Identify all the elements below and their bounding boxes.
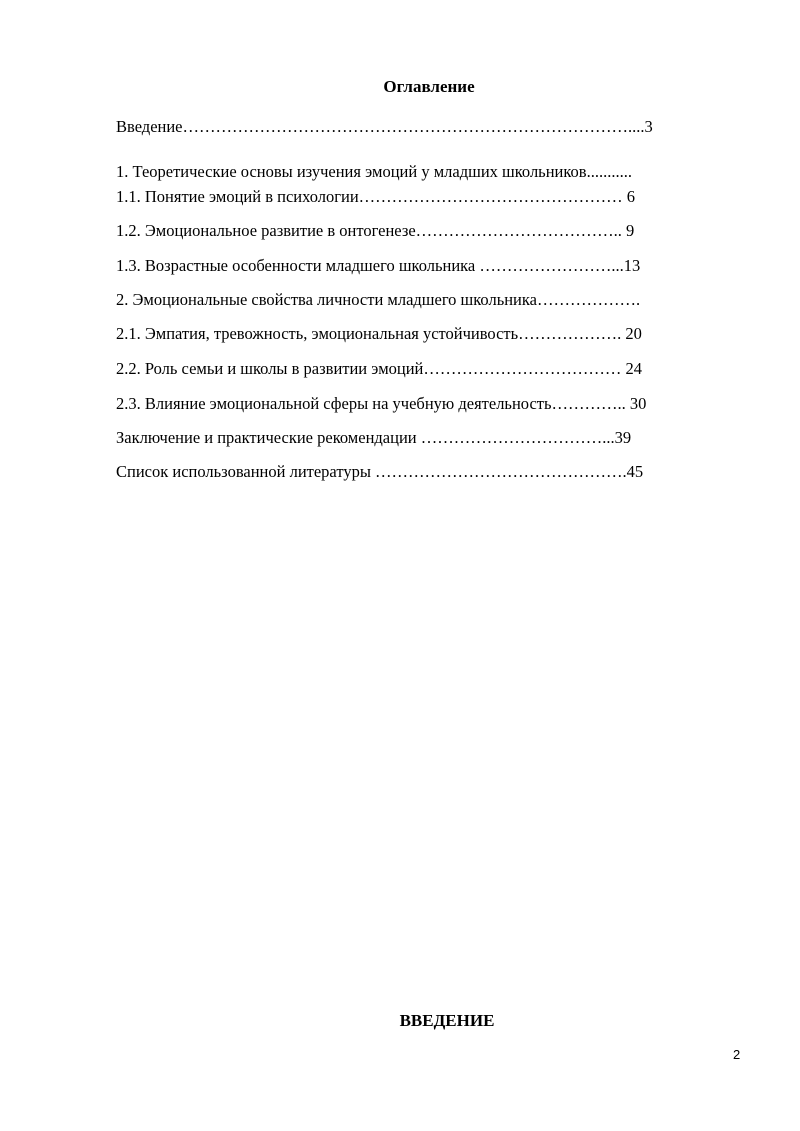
toc-entry-chapter-1: 1. Теоретические основы изучения эмоций у младших школьников...........	[116, 162, 632, 181]
toc-entry-2-1: 2.1. Эмпатия, тревожность, эмоциональная устойчивость………………. 20	[116, 324, 642, 343]
page-number: 2	[733, 1047, 741, 1062]
toc-entry-2-3: 2.3. Влияние эмоциональной сферы на учебную деятельность………….. 30	[116, 394, 647, 413]
toc-entry-1-2: 1.2. Эмоциональное развитие в онтогенезе……………………………….. 9	[116, 221, 635, 240]
toc-entry-references: Список использованной литературы ……………………………………….45	[116, 462, 644, 481]
section-heading-introduction: ВВЕДЕНИЕ	[399, 1011, 495, 1030]
toc-entry-1-3: 1.3. Возрастные особенности младшего школьника ……………………...13	[116, 256, 641, 275]
toc-entry-1-1: 1.1. Понятие эмоций в психологии………………………………………… 6	[116, 187, 636, 206]
toc-entry-conclusion: Заключение и практические рекомендации ……………………………...39	[116, 428, 632, 447]
toc-entry-2-2: 2.2. Роль семьи и школы в развитии эмоций……………………………… 24	[116, 359, 643, 378]
toc-entry-chapter-2: 2. Эмоциональные свойства личности младшего школьника……………….	[116, 290, 641, 309]
toc-entry-introduction: Введение………………………………………………………………………....3	[116, 117, 653, 136]
toc-title: Оглавление	[383, 77, 475, 96]
